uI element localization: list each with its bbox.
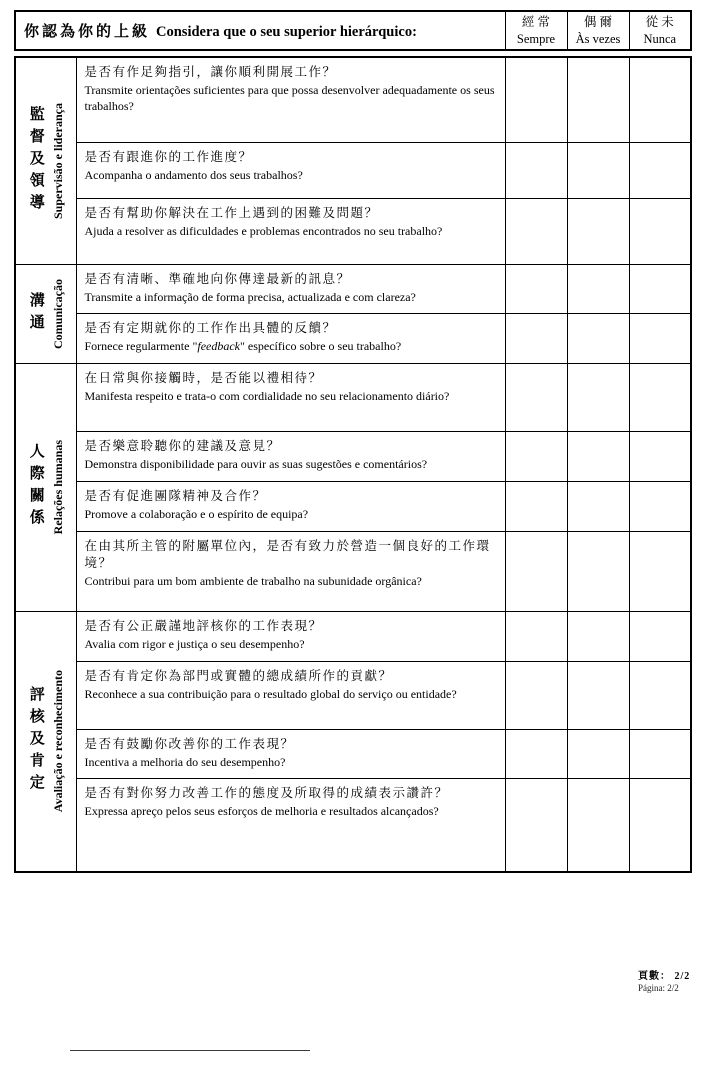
option-label-zh: 從 未	[645, 15, 674, 29]
option-label-pt: Sempre	[516, 32, 556, 46]
question-text-pt-pre: Fornece regularmente "	[84, 339, 198, 353]
page-number	[638, 971, 690, 994]
answer-cell-sempre[interactable]	[505, 661, 567, 729]
question-cell	[76, 57, 505, 142]
answer-cell-nunca[interactable]	[629, 481, 691, 531]
header-title-zh: 你認為你的上級	[24, 24, 151, 40]
answer-cell-as-vezes[interactable]	[567, 314, 629, 364]
section-label-pt: Supervisão e liderança	[50, 102, 65, 219]
section-label-pt: Relações humanas	[50, 439, 65, 535]
question-text-zh: 是否有作足夠指引，讓你順利開展工作？	[84, 65, 337, 79]
answer-cell-as-vezes[interactable]	[567, 779, 629, 872]
question-row	[15, 531, 691, 611]
question-row	[15, 481, 691, 531]
question-text-zh: 是否有公正嚴謹地評核你的工作表現？	[84, 618, 323, 633]
option-label-zh: 偶 爾	[583, 15, 613, 29]
page-number-pt: Página: 2/2	[638, 983, 679, 993]
question-cell	[76, 264, 505, 314]
answer-cell-sempre[interactable]	[505, 363, 567, 431]
question-text-pt: Manifesta respeito e trata-o com cordialidade no seu relacionamento diário?	[84, 388, 450, 403]
answer-cell-as-vezes[interactable]	[567, 729, 629, 779]
question-text-pt	[85, 339, 495, 355]
option-label-zh: 經 常	[521, 15, 551, 29]
question-row	[15, 661, 691, 729]
section-label-zh: 人際關係	[27, 443, 44, 531]
answer-cell-nunca[interactable]	[629, 779, 691, 872]
answer-cell-sempre[interactable]	[505, 431, 567, 481]
option-header-nunca	[629, 11, 691, 50]
question-cell	[76, 431, 505, 481]
section-label-comunicacao	[15, 264, 76, 363]
question-text-pt: Promove a colaboração e o espírito de equipa?	[84, 506, 309, 521]
answer-cell-as-vezes[interactable]	[567, 481, 629, 531]
question-cell	[76, 314, 505, 364]
question-text-pt: Reconhece a sua contribuição para o resultado global do serviço ou entidade?	[84, 686, 457, 701]
answer-cell-sempre[interactable]	[505, 779, 567, 872]
answer-cell-nunca[interactable]	[629, 431, 691, 481]
scan-artifact-line	[70, 1050, 310, 1051]
question-text-zh: 在日常與你接觸時，是否能以禮相待？	[84, 370, 323, 385]
question-cell	[76, 481, 505, 531]
question-text-zh: 是否有定期就你的工作作出具體的反饋？	[84, 321, 337, 335]
answer-cell-as-vezes[interactable]	[567, 611, 629, 661]
question-cell	[76, 661, 505, 729]
answer-cell-sempre[interactable]	[505, 729, 567, 779]
answer-cell-sempre[interactable]	[505, 314, 567, 364]
feedback-italic: feedback	[197, 339, 240, 353]
answer-cell-as-vezes[interactable]	[567, 198, 629, 264]
section-label-zh: 溝通	[27, 291, 44, 336]
section-label-relacoes	[15, 363, 76, 611]
answer-cell-as-vezes[interactable]	[567, 661, 629, 729]
answer-cell-sempre[interactable]	[505, 481, 567, 531]
answer-cell-nunca[interactable]	[629, 57, 691, 142]
question-text-zh: 是否有對你努力改善工作的態度及所取得的成績表示讚許？	[84, 786, 449, 800]
section-label-zh: 監督及領導	[27, 105, 44, 216]
question-row	[15, 198, 691, 264]
answer-cell-nunca[interactable]	[629, 198, 691, 264]
answer-cell-nunca[interactable]	[629, 531, 691, 611]
question-text-pt-post: " específico sobre o seu trabalho?	[240, 339, 402, 353]
questions-table	[14, 56, 692, 873]
question-cell	[76, 363, 505, 431]
question-text-pt: Acompanha o andamento dos seus trabalhos?	[84, 167, 303, 182]
question-text-zh: 是否樂意聆聽你的建議及意見？	[84, 438, 281, 453]
answer-cell-sempre[interactable]	[505, 611, 567, 661]
question-row	[15, 314, 691, 364]
question-text-zh: 是否有鼓勵你改善你的工作表現？	[84, 736, 295, 751]
answer-cell-nunca[interactable]	[629, 142, 691, 198]
option-header-sempre	[505, 11, 567, 50]
answer-cell-as-vezes[interactable]	[567, 531, 629, 611]
section-label-zh: 評核及肯定	[27, 686, 44, 796]
answer-cell-sempre[interactable]	[505, 57, 567, 142]
option-header-as-vezes	[567, 11, 629, 50]
answer-cell-sempre[interactable]	[505, 264, 567, 314]
answer-cell-sempre[interactable]	[505, 142, 567, 198]
section-label-pt: Comunicação	[50, 278, 65, 349]
question-cell	[76, 531, 505, 611]
answer-cell-nunca[interactable]	[629, 661, 691, 729]
question-row	[15, 264, 691, 314]
question-text-zh: 是否有促進團隊精神及合作？	[84, 488, 267, 503]
question-text-pt: Expressa apreço pelos seus esforços de melhoria e resultados alcançados?	[84, 804, 439, 818]
answer-cell-nunca[interactable]	[629, 363, 691, 431]
question-text-pt: Demonstra disponibilidade para ouvir as suas sugestões e comentários?	[84, 456, 428, 471]
answer-cell-nunca[interactable]	[629, 264, 691, 314]
question-row	[15, 729, 691, 779]
answer-cell-as-vezes[interactable]	[567, 431, 629, 481]
option-label-pt: Nunca	[643, 32, 677, 46]
section-label-supervisao	[15, 57, 76, 264]
question-text-zh: 是否有跟進你的工作進度？	[84, 149, 253, 164]
answer-cell-as-vezes[interactable]	[567, 363, 629, 431]
answer-cell-as-vezes[interactable]	[567, 142, 629, 198]
section-label-pt: Avaliação e reconhecimento	[50, 669, 65, 813]
question-row	[15, 363, 691, 431]
question-text-pt: Transmite orientações suficientes para que possa desenvolver adequadamente os seus trabalhos?	[84, 83, 495, 113]
answer-cell-as-vezes[interactable]	[567, 57, 629, 142]
question-text-zh: 在由其所主管的附屬單位內，是否有致力於營造一個良好的工作環境？	[84, 538, 491, 570]
section-label-avaliacao	[15, 611, 76, 872]
question-text-pt: Contribui para um bom ambiente de trabalho na subunidade orgânica?	[84, 573, 422, 588]
question-text-zh: 是否有幫助你解決在工作上遇到的困難及問題？	[84, 205, 379, 220]
header-table	[14, 10, 692, 51]
answer-cell-nunca[interactable]	[629, 611, 691, 661]
question-row	[15, 611, 691, 661]
header-title-pt: Considera que o seu superior hierárquico:	[156, 24, 417, 40]
question-cell	[76, 779, 505, 872]
answer-cell-nunca[interactable]	[629, 729, 691, 779]
header-title-cell	[15, 11, 505, 50]
header-row	[15, 11, 691, 50]
question-row	[15, 431, 691, 481]
question-row	[15, 779, 691, 872]
question-text-pt: Transmite a informação de forma precisa, actualizada e com clareza?	[84, 289, 416, 304]
answer-cell-sempre[interactable]	[505, 198, 567, 264]
question-cell	[76, 729, 505, 779]
question-text-zh: 是否有肯定你為部門或實體的總成績所作的貢獻？	[84, 668, 393, 683]
question-cell	[76, 198, 505, 264]
page-number-zh: 頁數： 2/2	[638, 971, 691, 982]
question-text-pt: Ajuda a resolver as dificuldades e problemas encontrados no seu trabalho?	[84, 223, 443, 238]
question-text-zh: 是否有清晰、準確地向你傳達最新的訊息？	[84, 271, 351, 286]
question-row	[15, 142, 691, 198]
questionnaire-form	[14, 10, 692, 873]
option-label-pt: Às vezes	[575, 32, 621, 46]
answer-cell-nunca[interactable]	[629, 314, 691, 364]
question-row	[15, 57, 691, 142]
question-cell	[76, 142, 505, 198]
question-text-pt: Incentiva a melhoria do seu desempenho?	[84, 754, 286, 769]
question-text-pt: Avalia com rigor e justiça o seu desempenho?	[84, 636, 305, 651]
answer-cell-as-vezes[interactable]	[567, 264, 629, 314]
question-cell	[76, 611, 505, 661]
answer-cell-sempre[interactable]	[505, 531, 567, 611]
